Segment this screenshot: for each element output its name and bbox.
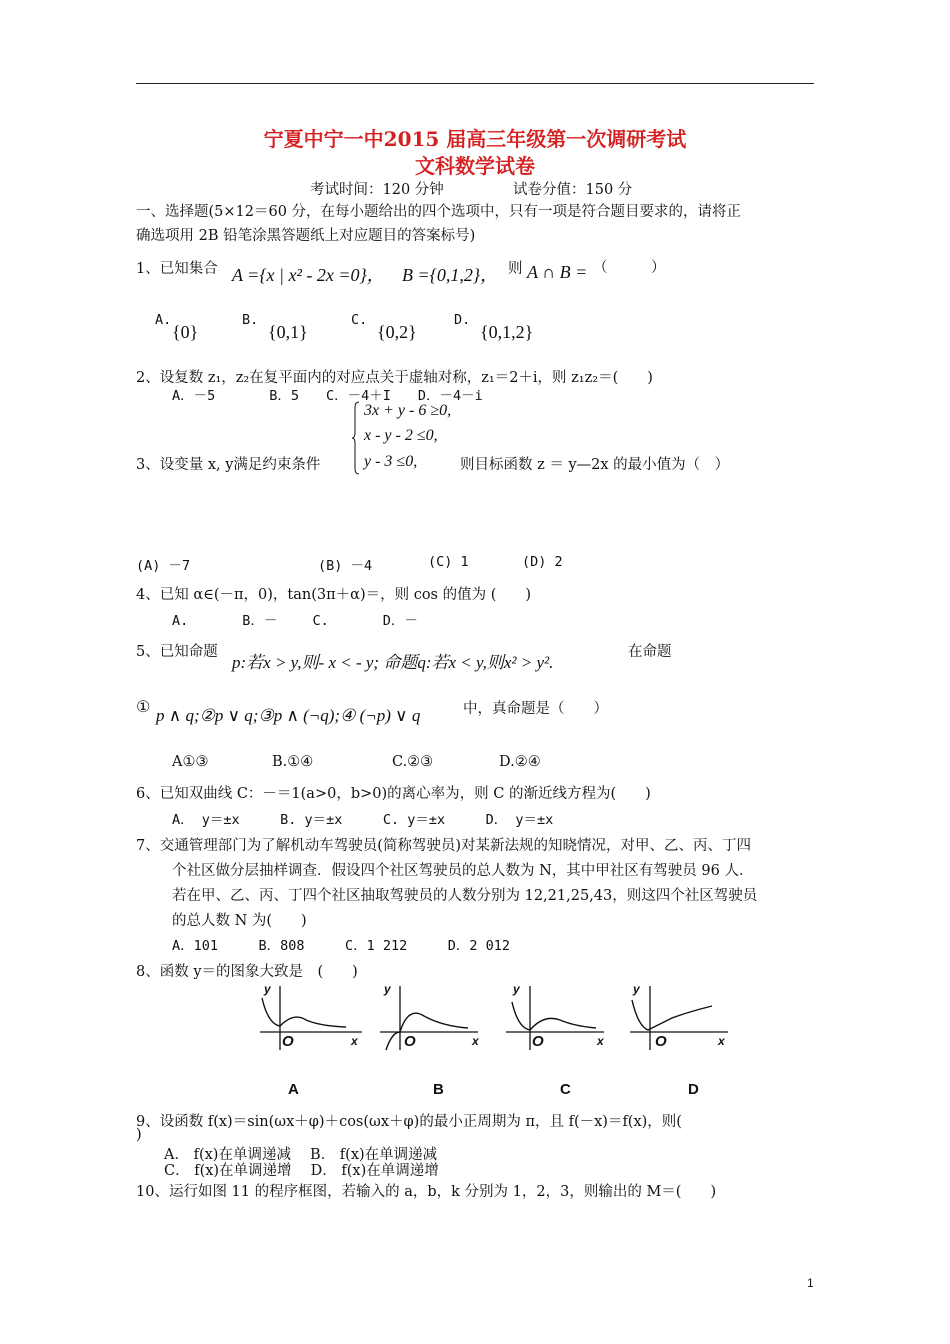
q5-circle-1: ① bbox=[136, 697, 151, 716]
q3-opt-a: (A) －7 bbox=[136, 558, 191, 574]
graph-a-origin: O bbox=[282, 1033, 294, 1050]
q7-line4: 的总人数 N 为( ) bbox=[172, 913, 307, 929]
q7-line2: 个社区做分层抽样调查．假设四个社区驾驶员的总人数为 N，其中甲社区有驾驶员 96 人． bbox=[172, 863, 754, 879]
q5-stem: 5、已知命题 bbox=[136, 644, 218, 660]
q7-line1: 7、交通管理部门为了解机动车驾驶员(简称驾驶员)对某新法规的知晓情况，对甲、乙、丙、丁四 bbox=[136, 838, 752, 854]
q9-opt-ab: A． f(x)在单调递减 B． f(x)在单调递减 bbox=[164, 1147, 438, 1163]
q1-opt-b-label: B. bbox=[242, 312, 259, 328]
q5-opt-c: C.②③ bbox=[392, 754, 434, 770]
q3-constraint-3: y - 3 ≤0, bbox=[364, 453, 418, 470]
q1-opt-c-label: C. bbox=[351, 312, 368, 328]
q1-opt-a-label: A. bbox=[155, 312, 172, 328]
graph-a-x: x bbox=[351, 1034, 358, 1048]
q1-then: 则 bbox=[508, 261, 523, 277]
q1-paren: （ ） bbox=[593, 260, 666, 276]
q3-opt-d: (D) 2 bbox=[522, 554, 563, 570]
q3-opt-c: (C) 1 bbox=[428, 554, 469, 570]
q3-constraint-2: x - y - 2 ≤0, bbox=[364, 427, 438, 444]
q7-line3: 若在甲、乙、丙、丁四个社区抽取驾驶员的人数分别为 12,21,25,43，则这四个社区驾驶员 bbox=[172, 888, 758, 904]
q3-constraint-1: 3x + y - 6 ≥0, bbox=[364, 402, 452, 419]
graph-a-y: y bbox=[264, 982, 271, 996]
q1-opt-c: {0,2} bbox=[377, 322, 417, 342]
exam-score: 试卷分值：150 分 bbox=[513, 182, 633, 198]
q5-expr: p:若x > y,则- x < - y; 命题q:若x < y,则x² > y². bbox=[232, 653, 554, 672]
graph-d-y: y bbox=[633, 982, 640, 996]
title-line1: 宁夏中宁一中2015 届高三年级第一次调研考试 bbox=[263, 127, 687, 151]
q1-expr: A ∩ B = bbox=[527, 262, 588, 282]
instructions-line2: 确选项用 2B 铅笔涂黑答题纸上对应题目的答案标号) bbox=[136, 228, 476, 244]
graph-d-origin: O bbox=[655, 1033, 667, 1050]
q3-tail: 则目标函数 z ＝ y—2x 的最小值为（ ） bbox=[460, 457, 730, 473]
q5-line2-tail: 中，真命题是（ ） bbox=[463, 701, 608, 717]
graph-b-origin: O bbox=[404, 1033, 416, 1050]
q5-opt-b: B.①④ bbox=[272, 754, 314, 770]
graph-b-x: x bbox=[472, 1034, 479, 1048]
header-rule bbox=[136, 83, 814, 84]
constraint-brace bbox=[352, 401, 360, 475]
graph-d-x: x bbox=[718, 1034, 725, 1048]
q1-opt-d: {0,1,2} bbox=[480, 322, 534, 342]
graph-b-y: y bbox=[384, 982, 391, 996]
q3-stem: 3、设变量 x, y满足约束条件 bbox=[136, 457, 321, 473]
q9-line1: 9、设函数 f(x)＝sin(ωx＋φ)＋cos(ωx＋φ)的最小正周期为 π，且 f(－x)＝f(x)，则( bbox=[136, 1114, 682, 1130]
q4-options: A. B．－ C. D．－ bbox=[172, 613, 418, 629]
graph-c-label: C bbox=[560, 1081, 571, 1098]
q8-stem: 8、函数 y＝的图象大致是 ( ) bbox=[136, 964, 358, 980]
q6-options: A． y＝±x B. y＝±x C. y＝±x D． y＝±x bbox=[172, 812, 554, 828]
q1-set-b: B ={0,1,2}， bbox=[402, 265, 499, 285]
graph-a-label: A bbox=[288, 1081, 299, 1098]
q1-set-a: A ={x | x² - 2x =0}， bbox=[232, 265, 385, 285]
q5-propositions: p ∧ q;②p ∨ q;③p ∧ (¬q);④ (¬p) ∨ q bbox=[156, 706, 421, 725]
q1-opt-a: {0} bbox=[172, 322, 199, 342]
q2-stem: 2、设复数 z₁，z₂在复平面内的对应点关于虚轴对称，z₁＝2＋i，则 z₁z₂＝( ) bbox=[136, 370, 653, 386]
instructions-line1: 一、选择题(5×12＝60 分，在每小题给出的四个选项中，只有一项是符合题目要求的，请将正 bbox=[136, 204, 742, 220]
graph-b-label: B bbox=[433, 1081, 444, 1098]
graph-c-x: x bbox=[597, 1034, 604, 1048]
q3-opt-b: (B) －4 bbox=[318, 558, 373, 574]
q1-stem: 1、已知集合 bbox=[136, 261, 218, 277]
graph-c-origin: O bbox=[532, 1033, 544, 1050]
q9-opt-cd: C． f(x)在单调递增 D． f(x)在单调递增 bbox=[164, 1163, 439, 1179]
q6-stem: 6、已知双曲线 C：－＝1(a>0，b>0)的离心率为，则 C 的渐近线方程为( ) bbox=[136, 786, 651, 802]
q1-opt-b: {0,1} bbox=[268, 322, 308, 342]
title-line2: 文科数学试卷 bbox=[415, 154, 535, 178]
graph-c-y: y bbox=[513, 982, 520, 996]
q2-options: A．－5 B．5 C．－4＋I D．－4－i bbox=[172, 388, 483, 404]
q5-opt-a: A①③ bbox=[172, 754, 209, 770]
q10-stem: 10、运行如图 11 的程序框图，若输入的 a，b，k 分别为 1，2，3，则输出的 M＝( ) bbox=[136, 1184, 717, 1200]
graph-d-label: D bbox=[688, 1081, 699, 1098]
q9-line2: ) bbox=[136, 1127, 142, 1143]
q5-tail: 在命题 bbox=[628, 644, 672, 660]
q1-opt-d-label: D. bbox=[454, 312, 471, 328]
page-number: 1 bbox=[807, 1276, 814, 1290]
exam-time: 考试时间：120 分钟 bbox=[310, 182, 444, 198]
q4-stem: 4、已知 α∈(－π，0)，tan(3π＋α)＝，则 cos 的值为 ( ) bbox=[136, 587, 532, 603]
q5-opt-d: D.②④ bbox=[499, 754, 541, 770]
q7-options: A．101 B．808 C．1 212 D．2 012 bbox=[172, 938, 511, 954]
